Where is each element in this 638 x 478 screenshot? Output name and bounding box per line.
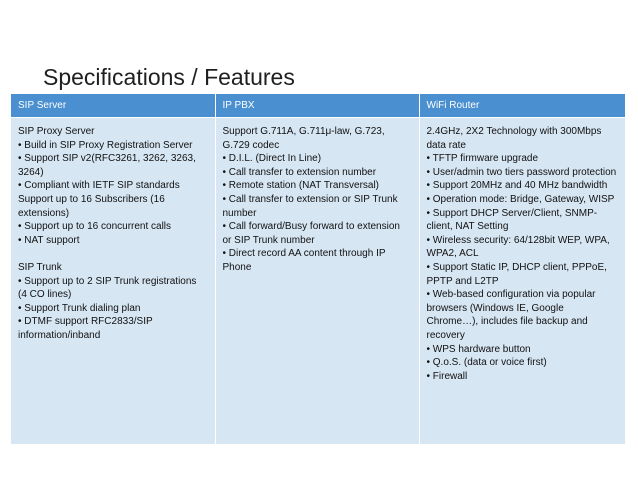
- list-item: • Build in SIP Proxy Registration Server: [18, 139, 193, 151]
- list-item: • TFTP firmware upgrade: [426, 153, 539, 165]
- list-item: • Support 20MHz and 40 MHz bandwidth: [426, 180, 608, 192]
- header-ip-pbx: IP PBX: [215, 94, 419, 118]
- list-item: SIP Trunk: [18, 261, 62, 273]
- list-item: • Direct record AA content through IP Phone: [222, 248, 386, 273]
- page-title: Specifications / Features: [43, 64, 295, 90]
- list-item: • Operation mode: Bridge, Gateway, WISP: [426, 193, 615, 205]
- list-item: • Support up to 2 SIP Trunk registrations (4 CO lines): [18, 275, 197, 301]
- list-item: • Support up to 16 concurrent calls: [18, 221, 172, 233]
- header-sip-server: SIP Server: [11, 94, 215, 118]
- sip-server-features: [11, 118, 215, 445]
- list-item: • User/admin two tiers password protection: [426, 166, 617, 178]
- list-item: • Support Static IP, DHCP client, PPPoE, PPTP and L2TP: [426, 261, 607, 287]
- list-item: • WPS hardware button: [426, 343, 531, 355]
- list-item: • Support Trunk dialing plan: [18, 302, 141, 314]
- header-wifi-router: WiFi Router: [419, 94, 625, 118]
- list-item: Support G.711A, G.711μ-law, G.723, G.729 codec: [222, 126, 385, 151]
- list-item: • Compliant with IETF SIP standards: [18, 180, 180, 192]
- list-item: • D.I.L. (Direct In Line): [222, 153, 322, 165]
- spacer-line: [18, 247, 208, 261]
- list-item: • Call transfer to extension number: [222, 166, 377, 178]
- list-item: • Support DHCP Server/Client, SNMP-client, NAT Setting: [426, 207, 598, 233]
- table-header-row: [11, 94, 625, 118]
- list-item: • Remote station (NAT Transversal): [222, 180, 380, 192]
- list-item: • Call transfer to extension or SIP Trunk number: [222, 193, 398, 219]
- list-item: • Firewall: [426, 370, 468, 382]
- list-item: • Q.o.S. (data or voice first): [426, 357, 547, 369]
- list-item: • Support SIP v2(RFC3261, 3262, 3263, 3264): [18, 153, 196, 178]
- list-item: 2.4GHz, 2X2 Technology with 300Mbps data rate: [426, 126, 602, 151]
- list-item: • NAT support: [18, 234, 80, 246]
- list-item: • Web-based configuration via popular browsers (Windows IE, Google Chrome…), includes file backup and recovery: [426, 289, 596, 341]
- list-item: • Call forward/Busy forward to extension or SIP Trunk number: [222, 221, 400, 246]
- specifications-table: [11, 94, 625, 444]
- list-item: • DTMF support RFC2833/SIP information/inband: [18, 316, 153, 341]
- list-item: Support up to 16 Subscribers (16 extensions): [18, 193, 165, 219]
- ip-pbx-features: [215, 118, 419, 445]
- list-item: • Wireless security: 64/128bit WEP, WPA, WPA2, ACL: [426, 234, 610, 260]
- table-row: [11, 118, 625, 445]
- list-item: SIP Proxy Server: [18, 126, 95, 137]
- wifi-router-features: [419, 118, 625, 445]
